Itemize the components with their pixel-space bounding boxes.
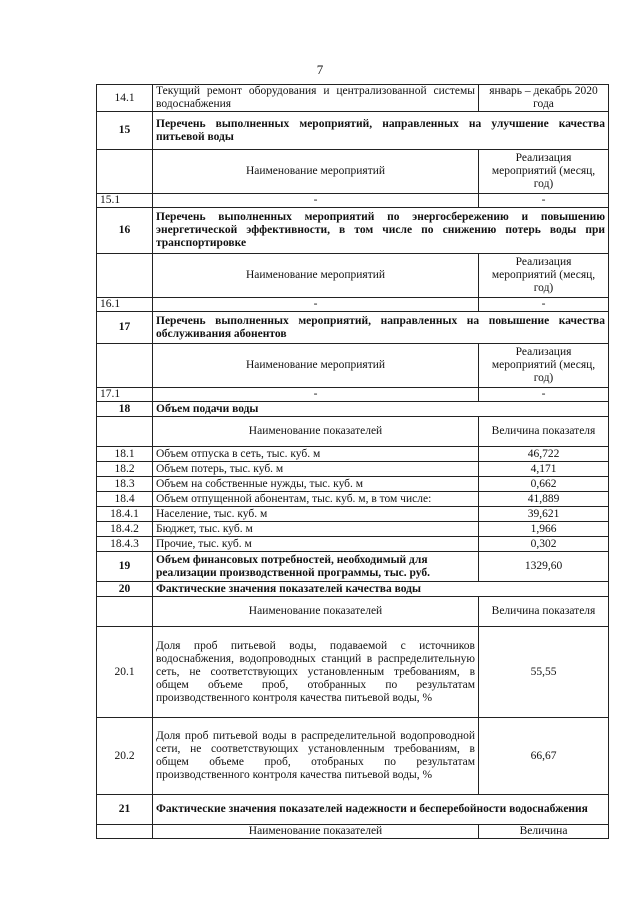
table-row [97, 537, 609, 552]
row-text: Объем отпущенной абонентам, тыс. куб. м, в том числе: [153, 492, 479, 507]
section-title: Фактические значения показателей надежности и бесперебойности водоснабжения [153, 795, 609, 825]
row-value: 41,889 [479, 492, 609, 507]
section-title: Фактические значения показателей качества воды [153, 582, 609, 597]
section-title: Перечень выполненных мероприятий, направленных на улучшение качества питьевой воды [153, 112, 609, 150]
financial-need-value: 1329,60 [479, 552, 609, 582]
row-value: 0,302 [479, 537, 609, 552]
section-title: Объем финансовых потребностей, необходимый для реализации производственной программы, тыс. руб. [153, 552, 479, 582]
row-text: Доля проб питьевой воды в распределительной водопроводной сети, не соответствующих установленным требованиям, в общем объеме проб, отобраных по результатам производственного контроля качества питьевой воды, % [153, 718, 479, 795]
row-text: - [153, 298, 479, 312]
table-row [97, 85, 609, 112]
table-row [97, 627, 609, 718]
section-number: 17 [97, 312, 153, 344]
row-number: 18.3 [97, 477, 153, 492]
row-text: - [153, 388, 479, 402]
header-row [97, 150, 609, 194]
row-text: Бюджет, тыс. куб. м [153, 522, 479, 537]
row-number: 15.1 [97, 194, 153, 208]
row-number: 18.4.1 [97, 507, 153, 522]
header-row [97, 825, 609, 839]
header-row [97, 597, 609, 627]
row-text: Объем на собственные нужды, тыс. куб. м [153, 477, 479, 492]
section-row [97, 112, 609, 150]
row-value: 4,171 [479, 462, 609, 477]
row-value: 0,662 [479, 477, 609, 492]
row-number: 20.2 [97, 718, 153, 795]
row-value: - [479, 388, 609, 402]
row-number: 14.1 [97, 85, 153, 112]
column-header-name: Наименование показателей [153, 417, 479, 447]
header-row [97, 417, 609, 447]
section-row [97, 312, 609, 344]
section-title: Перечень выполненных мероприятий, направленных на повышение качества обслуживания абонентов [153, 312, 609, 344]
table-row [97, 447, 609, 462]
table-row [97, 718, 609, 795]
table-row [97, 522, 609, 537]
row-number: 20.1 [97, 627, 153, 718]
row-text: Население, тыс. куб. м [153, 507, 479, 522]
column-header-value: Реализация мероприятий (месяц, год) [479, 150, 609, 194]
row-value: 66,67 [479, 718, 609, 795]
header-row [97, 344, 609, 388]
page-number: 7 [316, 62, 324, 77]
section-number: 18 [97, 402, 153, 417]
table-row [97, 194, 609, 208]
row-text: Текущий ремонт оборудования и централизованной системы водоснабжения [153, 85, 479, 112]
row-value: 39,621 [479, 507, 609, 522]
section-row [97, 552, 609, 582]
column-header-value: Реализация мероприятий (месяц, год) [479, 344, 609, 388]
section-number: 21 [97, 795, 153, 825]
section-title: Объем подачи воды [153, 402, 609, 417]
column-header-value: Величина показателя [479, 597, 609, 627]
section-row [97, 582, 609, 597]
row-text: - [153, 194, 479, 208]
row-text: Прочие, тыс. куб. м [153, 537, 479, 552]
table-row [97, 507, 609, 522]
section-number: 19 [97, 552, 153, 582]
section-number: 15 [97, 112, 153, 150]
section-number: 16 [97, 208, 153, 254]
table-row [97, 477, 609, 492]
column-header-name: Наименование показателей [153, 597, 479, 627]
table-row [97, 298, 609, 312]
row-text: Доля проб питьевой воды, подаваемой с источников водоснабжения, водопроводных станций в распределительную сеть, не соответствующих установленным требованиям, в общем объеме проб, отобранных по результатам производственного контроля качества питьевой воды, % [153, 627, 479, 718]
header-row [97, 254, 609, 298]
section-row [97, 208, 609, 254]
table-row [97, 388, 609, 402]
row-text: Объем отпуска в сеть, тыс. куб. м [153, 447, 479, 462]
section-row [97, 795, 609, 825]
row-number: 17.1 [97, 388, 153, 402]
row-value: 1,966 [479, 522, 609, 537]
row-number: 18.4.2 [97, 522, 153, 537]
column-header-value: Величина показателя [479, 417, 609, 447]
section-title: Перечень выполненных мероприятий по энергосбережению и повышению энергетической эффективности, в том числе по снижению потерь воды при транспортировке [153, 208, 609, 254]
section-number: 20 [97, 582, 153, 597]
column-header-name: Наименование мероприятий [153, 254, 479, 298]
table-row [97, 492, 609, 507]
table-row [97, 462, 609, 477]
column-header-value: Реализация мероприятий (месяц, год) [479, 254, 609, 298]
row-number: 18.1 [97, 447, 153, 462]
column-header-name: Наименование показателей [153, 825, 479, 839]
production-program-table [96, 84, 609, 839]
row-value: 46,722 [479, 447, 609, 462]
row-number: 16.1 [97, 298, 153, 312]
row-value: - [479, 298, 609, 312]
row-number: 18.4 [97, 492, 153, 507]
column-header-name: Наименование мероприятий [153, 344, 479, 388]
row-value: - [479, 194, 609, 208]
row-value: 55,55 [479, 627, 609, 718]
row-number: 18.2 [97, 462, 153, 477]
row-number: 18.4.3 [97, 537, 153, 552]
column-header-value: Величина [479, 825, 609, 839]
section-row [97, 402, 609, 417]
row-text: Объем потерь, тыс. куб. м [153, 462, 479, 477]
row-value: январь – декабрь 2020 года [479, 85, 609, 112]
column-header-name: Наименование мероприятий [153, 150, 479, 194]
